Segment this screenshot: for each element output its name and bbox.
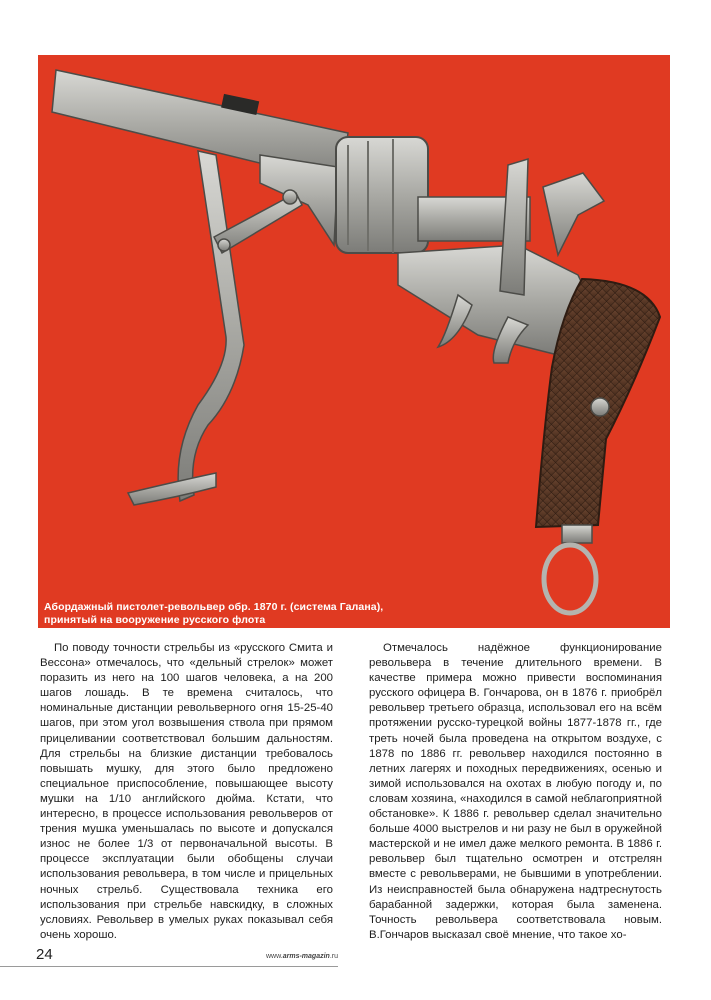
site-name: arms-magazin	[282, 953, 330, 960]
hammer	[543, 173, 604, 255]
grip-screw	[591, 398, 609, 416]
article-paragraph: Отмечалось надёжное функционирование револьвера в течение длительного времени. В качестве примера можно привести воспоминания русского офицера В. Гончарова, он в 1876 г. приобрёл револьвер третьего образца, использовал его на всём протяжении русско-турецкой войны 1877-1878 гг., где треть ночей была проведена на открытом воздухе, с 1878 по 1886 гг. револьвер находился постоянно в летних лагерях и походных передвижениях, осенью и зимой использовался на охотах в любую погоду и, по словам хозяина, «находился в самой неблагоприятной обстановке». К 1886 г. револьвер сделал значительно больше 4000 выстрелов и ни разу не был в оружейной мастерской и не имел даже мелкого ремонта. В 1886 г. револьвер был тщательно осмотрен и отстрелян вместе с револьверами, не бывшими в употреблении. Из неисправностей была обнаружена надтреснутость барабанной задержки, которая была заменена. Точность револьвера соответствовала новым. В.Гончаров высказал своё мнение, что такое хо-	[369, 642, 662, 941]
cylinder	[336, 137, 428, 253]
article-column-right	[369, 641, 662, 943]
article-column-left	[40, 641, 333, 943]
photo-caption: Абордажный пистолет-револьвер обр. 1870 г. (система Галана), принятый на вооружение русского флота	[44, 601, 384, 626]
footer-divider	[0, 966, 338, 967]
site-suffix: .ru	[329, 953, 338, 960]
revolver-illustration	[38, 55, 670, 628]
article-paragraph: По поводу точности стрельбы из «русского Смита и Вессона» отмечалось, что «дельный стрелок» может поразить из него на 100 шагов человека, а на 200 шагов лошадь. В те времена считалось, что номинальные дистанции револьверного огня 15-25-40 шагов, при этом угол возвышения ствола при прямом прицеливании соответствовал большим дальностям. Для стрельбы на близкие дистанции требовалось повышать мушку, для этого было предложено специальное приспособление, повышающее высоту мушки на 1/10 английского дюйма. Кстати, что интересно, в процессе использования револьверов от трения мушка уменьшалась по высоте и допускался износ не более 1/3 от первоначальной высоты. В процессе эксплуатации были обобщены случаи использования револьвера, в том числе и прицельных ночных стрельб. Существовала техника его использования при стрельбе навскидку, в сложных условиях. Револьвер в умелых руках показывал себя очень хорошо.	[40, 642, 333, 941]
site-prefix: www.	[266, 953, 283, 960]
lanyard-ring	[544, 545, 596, 613]
loading-lever	[178, 151, 244, 501]
page-number: 24	[36, 946, 53, 963]
magazine-website[interactable]	[266, 953, 338, 960]
revolver-photo	[38, 55, 670, 628]
